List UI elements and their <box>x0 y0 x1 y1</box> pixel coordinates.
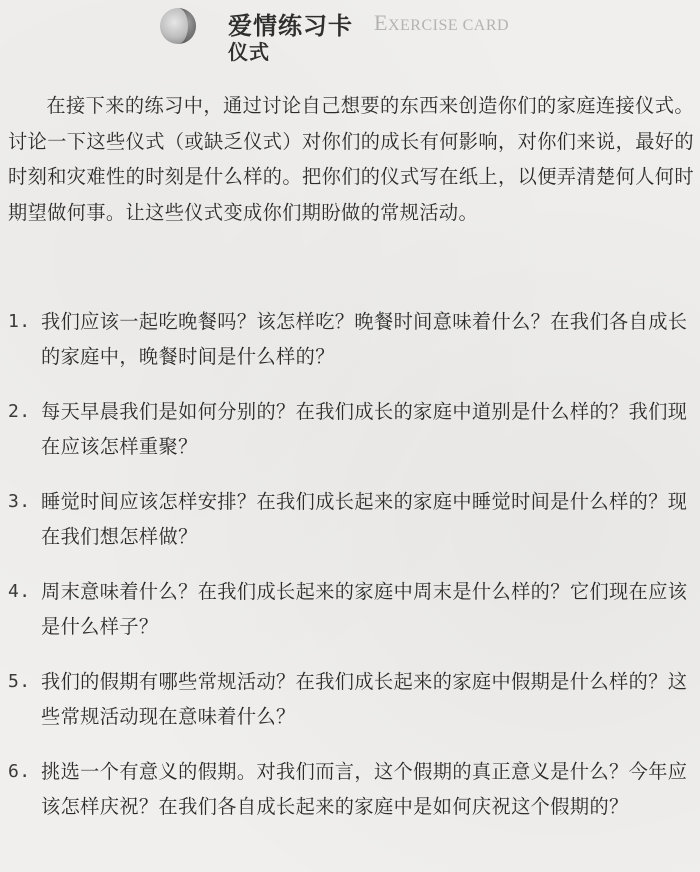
question-number: 2. <box>8 401 31 422</box>
question-text: 每天早晨我们是如何分别的？在我们成长的家庭中道别是什么样的？我们现在应该怎样重聚？ <box>41 400 688 458</box>
question-text: 挑选一个有意义的假期。对我们而言，这个假期的真正意义是什么？今年应该怎样庆祝？在我们各自成长起来的家庭中是如何庆祝这个假期的？ <box>41 760 688 818</box>
intro-paragraph: 在接下来的练习中，通过讨论自己想要的东西来创造你们的家庭连接仪式。讨论一下这些仪式（或缺乏仪式）对你们的成长有何影响，对你们来说，最好的时刻和灾难性的时刻是什么样的。把你们的仪式写在纸上，以便弄清楚何人何时期望做何事。让这些仪式变成你们期盼做的常规活动。 <box>8 94 694 224</box>
question-number: 6. <box>8 761 31 782</box>
card-title-english-rest: XERCISE CARD <box>387 17 510 34</box>
question-text: 我们应该一起吃晚餐吗？该怎样吃？晚餐时间意味着什么？在我们各自成长的家庭中，晚餐时间是什么样的？ <box>41 310 688 368</box>
card-logo-icon <box>158 6 198 46</box>
question-text: 我们的假期有哪些常规活动？在我们成长起来的家庭中假期是什么样的？这些常规活动现在意味着什么？ <box>41 670 688 728</box>
card-subtitle: 仪式 <box>228 40 270 64</box>
question-number: 4. <box>8 581 31 602</box>
card-title: 爱情练习卡 <box>228 12 353 40</box>
question-text: 睡觉时间应该怎样安排？在我们成长起来的家庭中睡觉时间是什么样的？现在我们想怎样做？ <box>41 490 688 548</box>
question-item <box>8 754 694 824</box>
question-number: 3. <box>8 491 31 512</box>
card-title-english <box>374 10 509 36</box>
card-title-english-initial: E <box>374 10 388 35</box>
question-item <box>8 304 694 374</box>
question-item <box>8 664 694 734</box>
card-header <box>158 2 678 62</box>
question-text: 周末意味着什么？在我们成长起来的家庭中周末是什么样的？它们现在应该是什么样子？ <box>41 580 688 638</box>
question-item <box>8 484 694 554</box>
question-item <box>8 574 694 644</box>
question-item <box>8 394 694 464</box>
question-number: 1. <box>8 311 31 332</box>
question-number: 5. <box>8 671 31 692</box>
question-list <box>8 304 694 844</box>
